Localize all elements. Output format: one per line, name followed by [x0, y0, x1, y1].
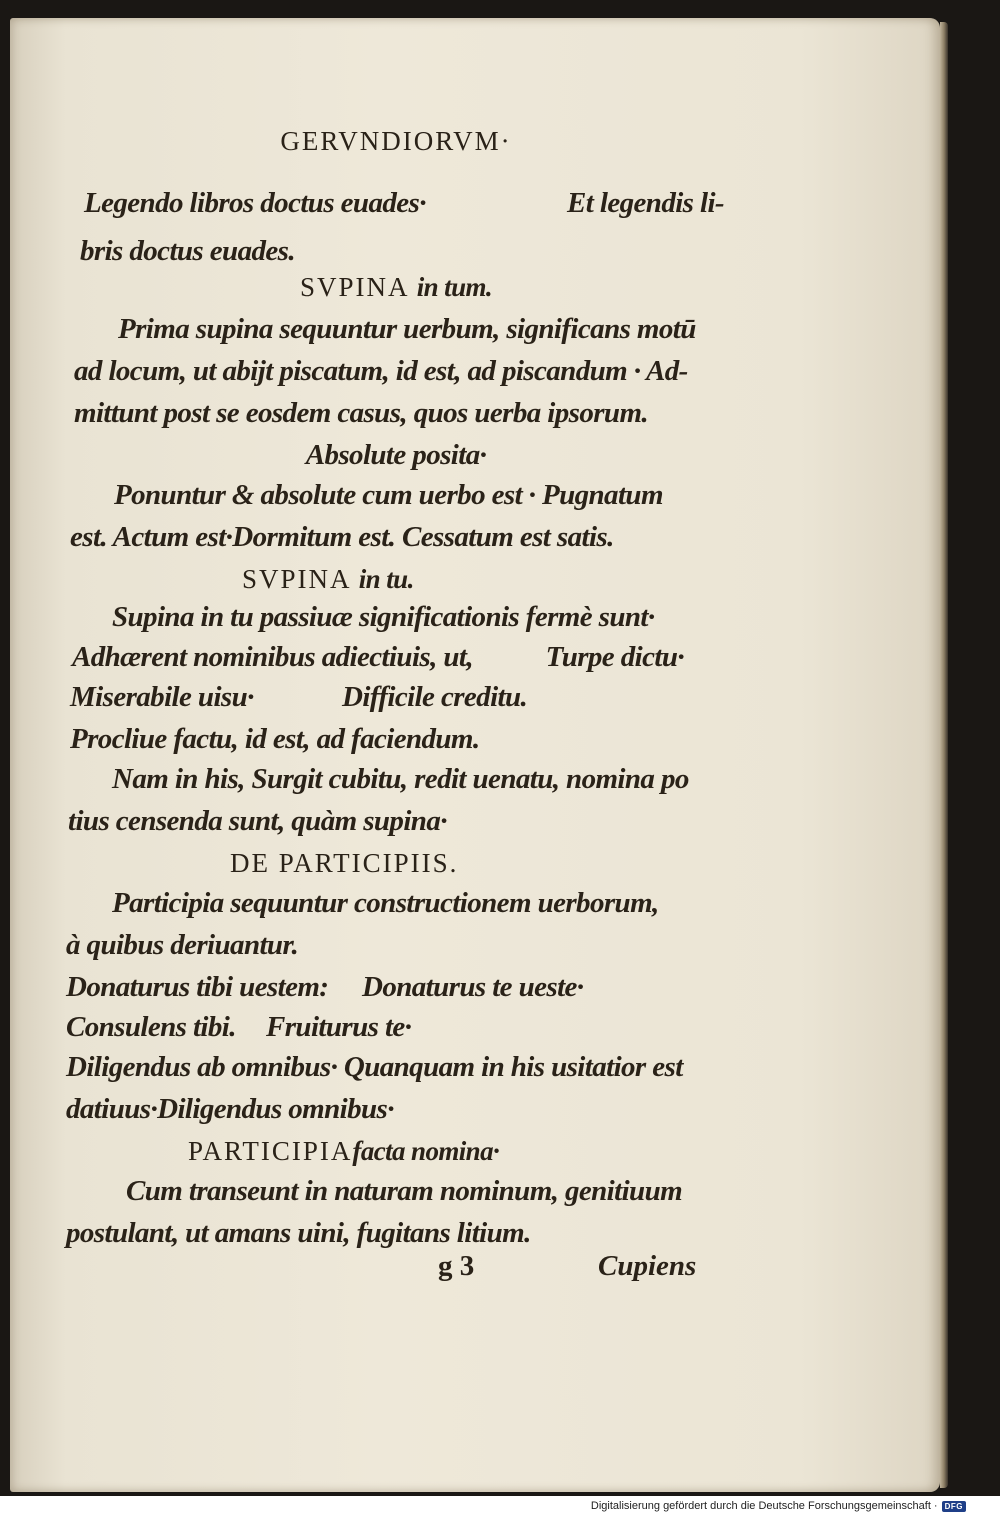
catchword: Cupiens — [598, 1250, 697, 1282]
footer-text: Digitalisierung gefördert durch die Deutsche Forschungsgemeinschaft · — [590, 1500, 938, 1512]
text-line: datiuus·Diligendus omnibus· — [66, 1093, 394, 1125]
section-heading: DE PARTICIPIIS. — [230, 848, 459, 878]
text-line: tius censenda sunt, quàm supina· — [68, 805, 447, 837]
section-heading: SVPINA in tum. — [299, 272, 493, 302]
text-line: Absolute posita· — [305, 439, 487, 471]
text-line: Cum transeunt in naturam nominum, genitiuum — [126, 1175, 683, 1207]
text-line: Prima supina sequuntur uerbum, significans motū — [118, 313, 696, 345]
text-line: est. Actum est·Dormitum est. Cessatum est satis. — [70, 521, 614, 553]
running-heading: GERVNDIORVM· — [280, 126, 512, 156]
text-line: Adhærent nominibus adiectiuis, ut, Turpe dictu· — [72, 641, 684, 673]
text-line: Procliue factu, id est, ad faciendum. — [70, 723, 480, 755]
section-heading: PARTICIPIAfacta nomina· — [188, 1136, 500, 1166]
text-line: Supina in tu passiuæ significationis fermè sunt· — [112, 601, 655, 633]
text-line: à quibus deriuantur. — [66, 929, 299, 961]
text-line: Consulens tibi. Fruiturus te· — [66, 1011, 412, 1043]
text-line: mittunt post se eosdem casus, quos uerba ipsorum. — [74, 397, 649, 429]
text-line: bris doctus euades. — [80, 235, 295, 267]
text-line: ad locum, ut abijt piscatum, id est, ad piscandum · Ad- — [74, 355, 688, 387]
dfg-logo-icon: DFG — [942, 1501, 966, 1512]
text-line: Diligendus ab omnibus· Quanquam in his usitatior est — [66, 1051, 683, 1083]
text-line: Legendo libros doctus euades· Et legendis li- — [84, 187, 724, 219]
footer-credit — [591, 1500, 966, 1512]
signature-mark: g 3 — [438, 1250, 475, 1282]
text-line: postulant, ut amans uini, fugitans litium. — [66, 1217, 531, 1249]
text-line: Ponuntur & absolute cum uerbo est · Pugnatum — [114, 479, 663, 511]
text-line: Participia sequuntur constructionem uerborum, — [112, 887, 659, 919]
section-heading: SVPINA in tu. — [242, 564, 414, 594]
text-line: Nam in his, Surgit cubitu, redit uenatu, nomina po — [112, 763, 689, 795]
text-line: Donaturus tibi uestem: Donaturus te ueste· — [66, 971, 584, 1003]
text-line: Miserabile uisu· Difficile creditu. — [70, 681, 528, 713]
